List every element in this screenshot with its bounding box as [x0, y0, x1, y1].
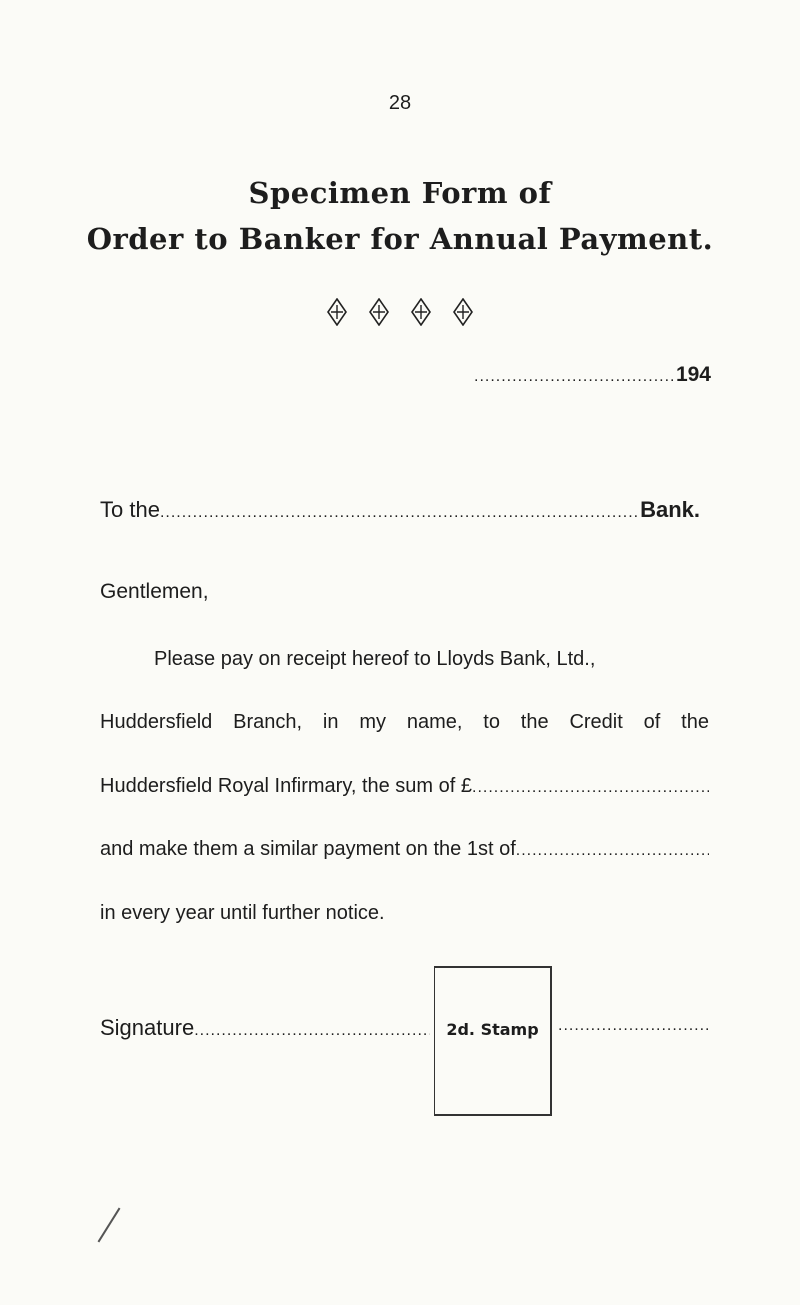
diamond-cross-ornament-icon	[369, 298, 389, 326]
addressee-line	[100, 497, 700, 523]
ornament-row	[0, 298, 800, 326]
bank-name-fill-dots	[160, 504, 640, 522]
body-line-5: in every year until further notice.	[100, 902, 385, 924]
stray-mark	[98, 1208, 121, 1243]
month-fill-dots	[516, 842, 709, 860]
diamond-cross-ornament-icon	[327, 298, 347, 326]
addressee-prefix: To the	[100, 497, 160, 522]
date-fill-dots	[474, 368, 676, 386]
date-year-suffix: 194	[675, 363, 711, 386]
diamond-cross-ornament-icon	[411, 298, 431, 326]
signature-continuation-dots	[558, 1017, 710, 1035]
page-number: 28	[388, 92, 412, 114]
salutation: Gentlemen,	[100, 580, 209, 603]
signature-label: Signature	[100, 1015, 195, 1040]
signature-fill-dots	[194, 1022, 430, 1040]
body-line-4-text: and make them a similar payment on the 1st of	[100, 838, 516, 860]
body-line-2: Huddersfield Branch, in my name, to the Credit of the	[100, 711, 709, 733]
stamp-box	[434, 966, 552, 1116]
form-title-line-1: Specimen Form of	[248, 176, 552, 210]
stamp-label: 2d. Stamp	[446, 1020, 539, 1039]
continuation-fill-dots	[558, 1017, 710, 1035]
body-line-3-text: Huddersfield Royal Infirmary, the sum of £	[100, 775, 473, 797]
body-line-4	[100, 838, 709, 861]
form-title-line-2: Order to Banker for Annual Payment.	[86, 222, 714, 256]
addressee-suffix: Bank.	[640, 497, 700, 522]
body-line-3	[100, 775, 709, 798]
sum-fill-dots	[472, 779, 709, 797]
date-line	[474, 363, 711, 387]
body-line-1: Please pay on receipt hereof to Lloyds Bank, Ltd.,	[154, 648, 596, 670]
diamond-cross-ornament-icon	[453, 298, 473, 326]
signature-line	[100, 1015, 430, 1041]
